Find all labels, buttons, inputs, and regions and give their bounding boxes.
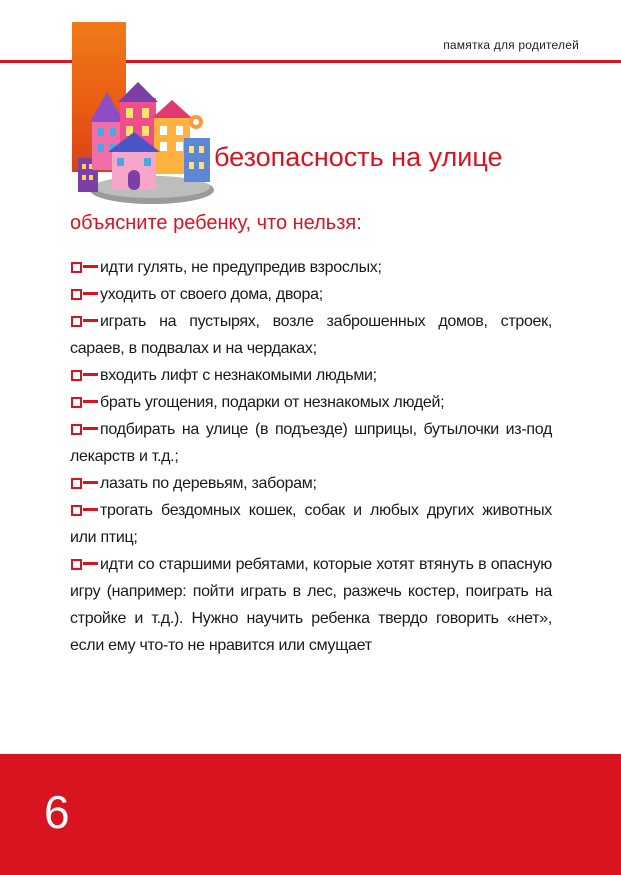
bullet-icon	[70, 315, 100, 327]
list-item: брать угощения, подарки от незнакомых людей;	[70, 389, 552, 416]
rules-list	[70, 254, 552, 659]
list-item: играть на пустырях, возле заброшенных домов, строек, сараев, в подвалах и на чердаках;	[70, 313, 552, 357]
footer-band	[0, 754, 621, 875]
bullet-icon	[70, 504, 100, 516]
bullet-icon	[70, 288, 100, 300]
bullet-icon	[70, 477, 100, 489]
list-item: лазать по деревьям, заборам;	[70, 470, 552, 497]
section-title: безопасность на улице	[214, 142, 503, 172]
list-item: идти со старшими ребятами, которые хотят втянуть в опасную игру (например: пойти играть в лес, разжечь костер, поиграть на стройке и т.д.). Нужно научить ребенка твердо говорить «нет», если ему что-то не нравится или смущает	[70, 556, 552, 654]
list-item: уходить от своего дома, двора;	[70, 281, 552, 308]
bullet-icon	[70, 261, 100, 273]
houses-illustration	[72, 78, 222, 210]
list-item: идти гулять, не предупредив взрослых;	[70, 254, 552, 281]
bullet-icon	[70, 396, 100, 408]
bullet-icon	[70, 558, 100, 570]
list-item: подбирать на улице (в подъезде) шприцы, бутылочки из-под лекарств и т.д.;	[70, 421, 552, 465]
header-label: памятка для родителей	[443, 38, 579, 52]
bullet-icon	[70, 423, 100, 435]
bullet-icon	[70, 369, 100, 381]
list-item: трогать бездомных кошек, собак и любых других животных или птиц;	[70, 502, 552, 546]
list-item: входить лифт с незнакомыми людьми;	[70, 362, 552, 389]
subheading: объясните ребенку, что нельзя:	[70, 212, 362, 234]
page-number: 6	[44, 786, 70, 838]
